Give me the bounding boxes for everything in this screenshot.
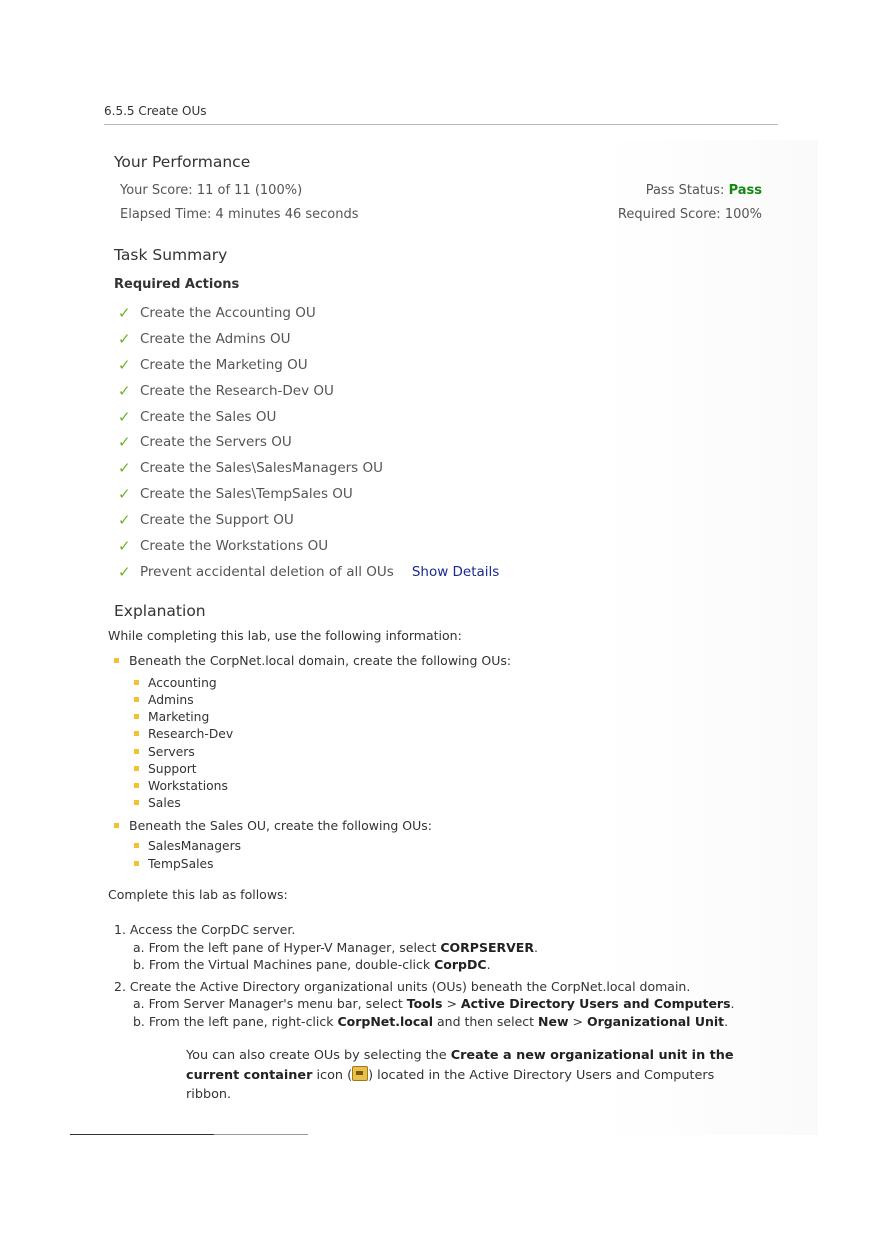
list-item: ✓ Create the Admins OU bbox=[118, 329, 291, 348]
score-row bbox=[120, 183, 302, 198]
list-item: Servers bbox=[148, 745, 195, 759]
elapsed-label: Elapsed Time: bbox=[120, 207, 212, 222]
show-details-link[interactable]: Show Details bbox=[411, 563, 500, 580]
list-item: ✓ Create the Sales\SalesManagers OU bbox=[118, 459, 384, 478]
list-item: ✓ Create the Workstations OU bbox=[118, 536, 329, 555]
step-1b: b. From the Virtual Machines pane, double-click CorpDC. bbox=[133, 957, 491, 972]
list-item: ✓ Prevent accidental deletion of all OUs Show Details bbox=[118, 562, 500, 581]
list-item: ✓ Create the Research-Dev OU bbox=[118, 381, 334, 400]
required-label: Required Score: bbox=[617, 207, 721, 222]
checkmark-icon: ✓ bbox=[118, 355, 131, 374]
list-item: Support bbox=[148, 762, 197, 776]
list-item: ✓ Create the Sales\TempSales OU bbox=[118, 485, 353, 504]
new-ou-icon bbox=[352, 1066, 368, 1081]
step-2: 2. Create the Active Directory organizational units (OUs) beneath the CorpNet.local domain. bbox=[114, 979, 691, 994]
checkmark-icon: ✓ bbox=[118, 459, 131, 478]
footer-divider-faded bbox=[214, 1134, 308, 1135]
checkmark-icon: ✓ bbox=[118, 562, 131, 581]
checkmark-icon: ✓ bbox=[118, 407, 131, 426]
page-title: 6.5.5 Create OUs bbox=[104, 104, 778, 125]
score-value: 11 of 11 (100%) bbox=[196, 183, 303, 198]
list-item: SalesManagers bbox=[148, 839, 242, 853]
list-item: Workstations bbox=[148, 779, 228, 793]
list-item: ✓ Create the Servers OU bbox=[118, 433, 292, 452]
score-label: Your Score: bbox=[120, 183, 193, 198]
list-item: ✓ Create the Support OU bbox=[118, 511, 294, 530]
list-item: ✓ Create the Sales OU bbox=[118, 407, 277, 426]
required-actions-list bbox=[118, 300, 499, 585]
checkmark-icon: ✓ bbox=[118, 381, 131, 400]
list-item: ✓ Create the Marketing OU bbox=[118, 355, 308, 374]
checkmark-icon: ✓ bbox=[118, 303, 131, 322]
bullet-domain-ous: Beneath the CorpNet.local domain, create the following OUs: bbox=[129, 653, 512, 668]
checkmark-icon: ✓ bbox=[118, 485, 131, 504]
step-1a: a. From the left pane of Hyper-V Manager, select CORPSERVER. bbox=[133, 940, 538, 955]
list-item: TempSales bbox=[148, 857, 214, 871]
required-score-row bbox=[618, 207, 762, 222]
step-2b: b. From the left pane, right-click CorpNet.local and then select New > Organizational Unit. bbox=[133, 1014, 729, 1029]
task-summary-heading: Task Summary bbox=[114, 246, 228, 264]
elapsed-value: 4 minutes 46 seconds bbox=[215, 207, 359, 222]
checkmark-icon: ✓ bbox=[118, 511, 131, 530]
list-item: Accounting bbox=[148, 676, 217, 690]
step-1: 1. Access the CorpDC server. bbox=[114, 922, 296, 937]
list-item: Sales bbox=[148, 796, 181, 810]
step-2a: a. From Server Manager's menu bar, select Tools > Active Directory Users and Computers. bbox=[133, 996, 735, 1011]
pass-label: Pass Status: bbox=[645, 183, 725, 198]
list-item: Marketing bbox=[148, 710, 210, 724]
pass-value: Pass bbox=[728, 183, 762, 198]
checkmark-icon: ✓ bbox=[118, 329, 131, 348]
explanation-intro: While completing this lab, use the following information: bbox=[108, 628, 462, 643]
explanation-heading: Explanation bbox=[114, 602, 206, 620]
required-actions-heading: Required Actions bbox=[114, 277, 240, 292]
tip-note: You can also create OUs by selecting the Create a new organizational unit in the current container icon ( ) located in the Active Directory Users and Computers ribbon. bbox=[186, 1048, 734, 1102]
list-item: ✓ Create the Accounting OU bbox=[118, 303, 316, 322]
pass-status-row bbox=[646, 183, 762, 198]
footer-divider bbox=[70, 1134, 214, 1135]
list-item: Research-Dev bbox=[148, 727, 234, 741]
checkmark-icon: ✓ bbox=[118, 433, 131, 452]
required-value: 100% bbox=[724, 207, 762, 222]
checkmark-icon: ✓ bbox=[118, 536, 131, 555]
elapsed-row bbox=[120, 207, 359, 222]
complete-intro: Complete this lab as follows: bbox=[108, 887, 288, 902]
list-item: Admins bbox=[148, 693, 194, 707]
bullet-sales-ous: Beneath the Sales OU, create the following OUs: bbox=[129, 818, 433, 833]
performance-heading: Your Performance bbox=[114, 153, 251, 171]
